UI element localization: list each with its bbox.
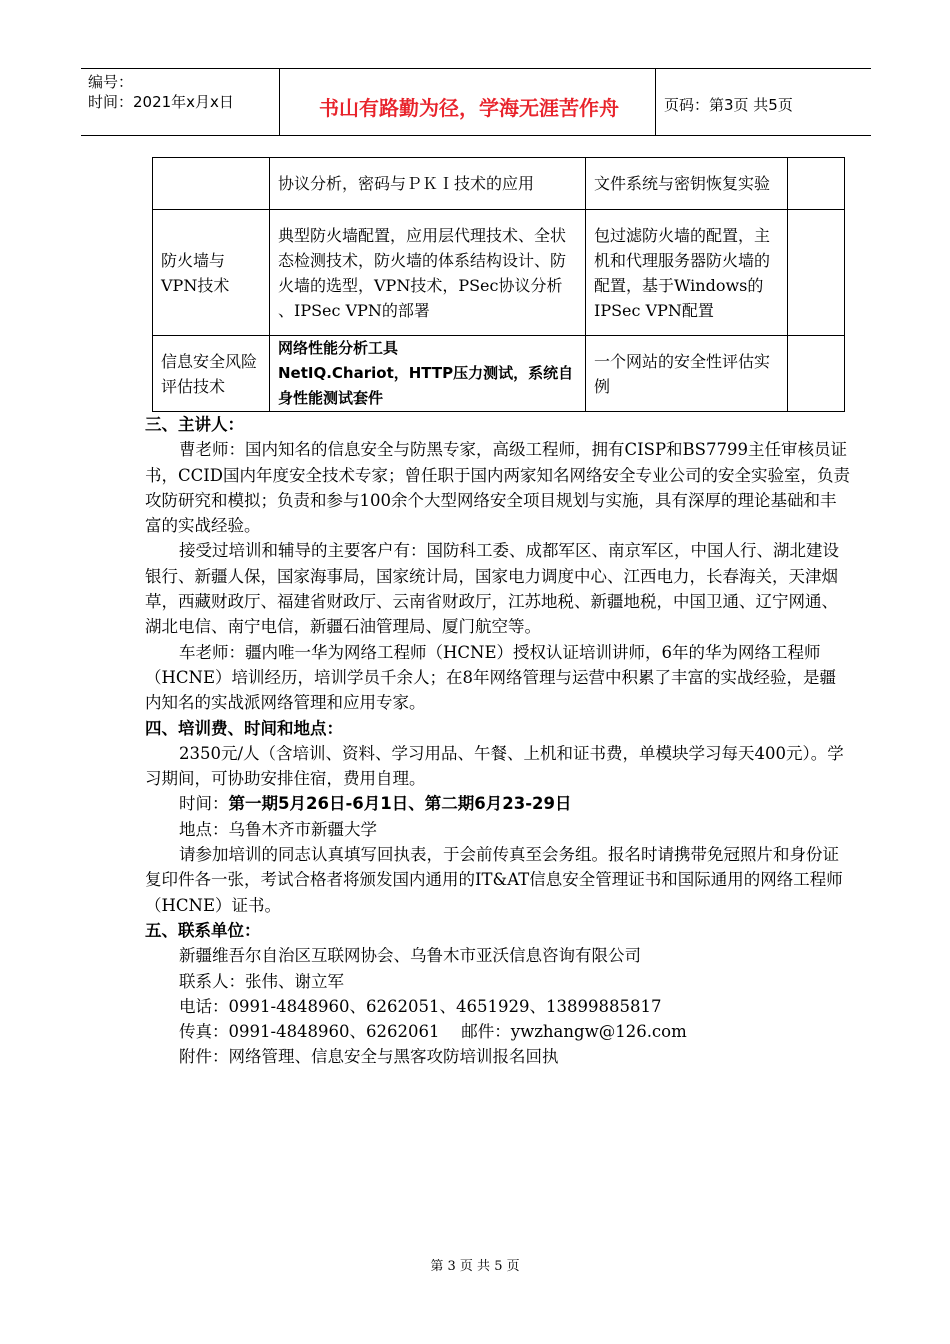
header-meta (88, 72, 234, 112)
registration-note: 请参加培训的同志认真填写回执表，于会前传真至会务组。报名时请携带免冠照片和身份证复印件各一张，考试合格者将颁发国内通用的IT&AT信息安全管理证书和国际通用的网络工程师（HCNE）证书。 (145, 845, 843, 915)
contact-person: 联系人：张伟、谢立军 (179, 971, 344, 991)
section-heading-fee: 四、培训费、时间和地点： (145, 718, 343, 738)
table-cell-content (270, 336, 586, 412)
header-top-rule (81, 68, 871, 69)
table-cell-topic (153, 158, 270, 210)
header-code-label: 编号： (88, 73, 134, 91)
time-line (145, 791, 850, 816)
time-value: 第一期5月26日-6月1日、第二期6月23-29日 (228, 794, 572, 814)
attachment-line: 附件：网络管理、信息安全与黑客攻防培训报名回执 (179, 1047, 559, 1067)
speaker-che-paragraph: 车老师：疆内唯一华为网络工程师（HCNE）授权认证培训讲师，6年的华为网络工程师（HCNE）培训经历，培训学员千余人；在8年网络管理与运营中积累了丰富的实战经验，是疆内知名的实战派网络管理和应用专家。 (145, 642, 836, 713)
table-cell-topic: 防火墙与VPN技术 (153, 210, 270, 336)
clients-paragraph: 接受过培训和辅导的主要客户有：国防科工委、成都军区、南京军区，中国人行、湖北建设银行、新疆人保，国家海事局，国家统计局，国家电力调度中心、江西电力，长春海关，天津烟草，西藏财政厅、福建省财政厅、云南省财政厅，江苏地税、新疆地税，中国卫通、辽宁网通、湖北电信、南宁电信，新疆石油管理局、厦门航空等。 (145, 541, 839, 637)
table-cell-lab: 包过滤防火墙的配置，主机和代理服务器防火墙的配置，基于Windows的IPSec VPN配置 (586, 210, 788, 336)
header-motto: 书山有路勤为径，学海无涯苦作舟 (319, 96, 619, 120)
header-divider-right (655, 68, 656, 135)
header-page-label: 页码：第3页 共5页 (664, 96, 793, 114)
table-cell-lab: 一个网站的安全性评估实例 (586, 336, 788, 412)
course-table (152, 157, 845, 412)
table-cell-extra (788, 336, 845, 412)
table-row (153, 158, 845, 210)
header-bottom-rule (81, 135, 871, 136)
page-footer: 第 3 页 共 5 页 (430, 1259, 520, 1274)
contact-fax-email: 传真：0991-4848960、6262061 邮件：ywzhangw@126.com (179, 1022, 687, 1042)
section-heading-speakers: 三、主讲人： (145, 415, 244, 434)
table-cell-content: 协议分析，密码与ＰＫＩ技术的应用 (270, 158, 586, 210)
table-cell-extra (788, 158, 845, 210)
table-cell-topic: 信息安全风险评估技术 (153, 336, 270, 412)
time-label: 时间： (179, 794, 229, 814)
section-heading-contact: 五、联系单位： (145, 920, 261, 940)
place-line: 地点：乌鲁木齐市新疆大学 (179, 819, 377, 839)
table-cell-extra (788, 210, 845, 336)
contact-phone: 电话：0991-4848960、6262051、4651929、13899885817 (179, 996, 662, 1016)
fee-paragraph: 2350元/人（含培训、资料、学习用品、午餐、上机和证书费，单模块学习每天400元）。学习期间，可协助安排住宿，费用自理。 (145, 743, 844, 789)
speaker-cao-paragraph: 曹老师：国内知名的信息安全与防黑专家，高级工程师，拥有CISP和BS7799主任审核员证书，CCID国内年度安全技术专家；曾任职于国内两家知名网络安全专业公司的安全实验室，负责攻防研究和模拟；负责和参与100余个大型网络安全项目规划与实施，具有深厚的理论基础和丰富的实战经验。 (145, 440, 850, 536)
table-row (153, 336, 845, 412)
header-time-label: 时间：2021年x月x日 (88, 93, 234, 111)
table-cell-content: 典型防火墙配置，应用层代理技术、全状态检测技术，防火墙的体系结构设计、防火墙的选型，VPN技术，PSec协议分析 、IPSec VPN的部署 (270, 210, 586, 336)
header-divider-left (279, 68, 280, 135)
contact-org: 新疆维吾尔自治区互联网协会、乌鲁木市亚沃信息咨询有限公司 (179, 946, 641, 966)
table-cell-content-line: 网络性能分析工具 (278, 339, 399, 357)
document-body (145, 412, 850, 1070)
table-cell-content-line: NetIQ.Chariot，HTTP压力测试，系统自身性能测试套件 (278, 364, 574, 407)
table-cell-lab: 文件系统与密钥恢复实验 (586, 158, 788, 210)
table-row (153, 210, 845, 336)
